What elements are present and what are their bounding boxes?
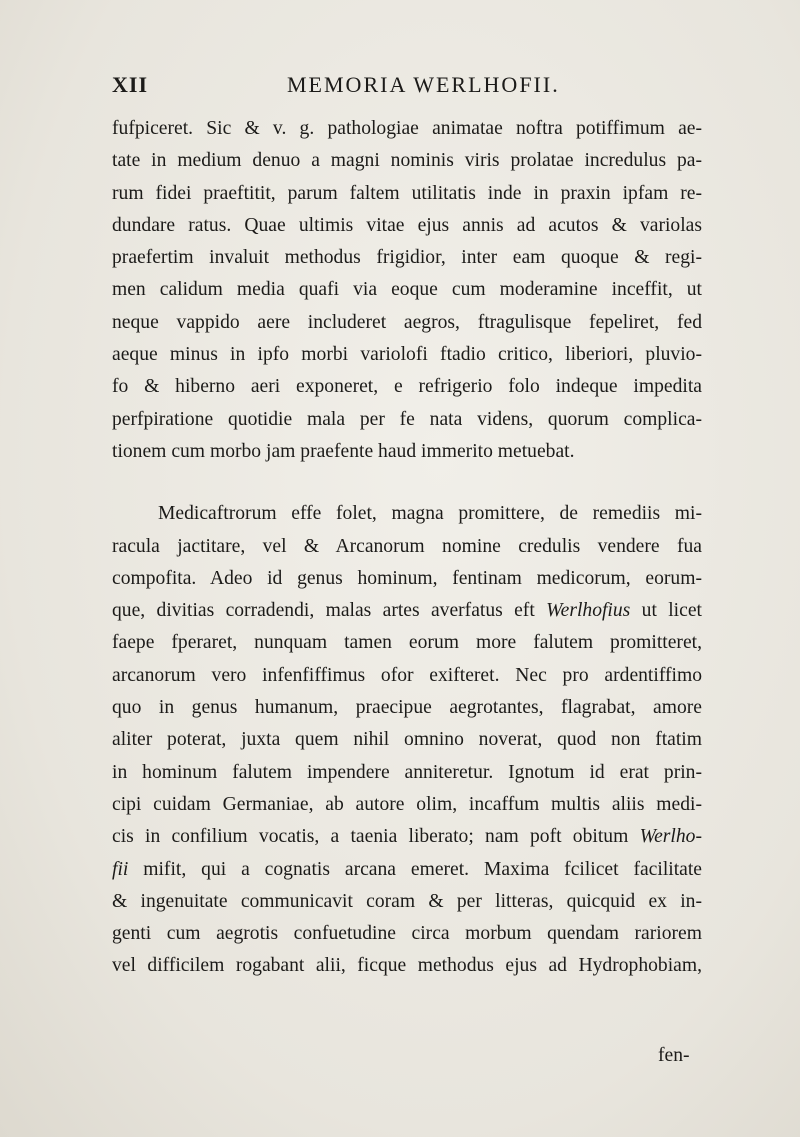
catchword: fen- [658,1045,690,1066]
text-line: quo in genus humanum, praecipue aegrotantes, flagrabat, amore [112,697,702,719]
paragraph-2 [112,498,702,982]
text-line: faepe fperaret, nunquam tamen eorum more falutem promitteret, [112,632,702,654]
text-line [112,854,702,886]
text-line: racula jactitare, vel & Arcanorum nomine credulis vendere fua [112,535,702,557]
text-segment: que, divitias corradendi, malas artes averfatus eft [112,600,535,622]
text-line: fo & hiberno aeri exponeret, e refrigerio folo indeque impedita [112,376,702,398]
text-line: neque vappido aere includeret aegros, ftragulisque fepeliret, fed [112,311,702,333]
body-text [112,113,702,983]
text-line [112,595,702,627]
page-header [112,72,672,102]
text-line: aliter poterat, juxta quem nihil omnino noverat, quod non ftatim [112,729,702,751]
text-line: men calidum media quafi via eoque cum moderamine inceffit, ut [112,279,702,301]
text-line: aeque minus in ipfo morbi variolofi ftadio critico, liberiori, pluvio- [112,344,702,366]
text-segment: mifit, qui a cognatis arcana emeret. Maxima fcilicet facilitate [143,858,702,880]
text-line: Medicaftrorum effe folet, magna promittere, de remediis mi- [158,503,702,525]
text-segment: cis in confilium vocatis, a taenia liberato; nam poft obitum [112,826,629,848]
text-line: rum fidei praeftitit, parum faltem utilitatis inde in praxin ipfam re- [112,182,702,204]
text-line: compofita. Adeo id genus hominum, fentinam medicorum, eorum- [112,567,702,589]
running-title: MEMORIA WERLHOFII. [287,72,560,97]
text-line: dundare ratus. Quae ultimis vitae ejus annis ad acutos & variolas [112,214,702,236]
text-line: in hominum falutem impendere anniteretur. Ignotum id erat prin- [112,761,702,783]
text-line: fufpiceret. Sic & v. g. pathologiae animatae noftra potiffimum ae- [112,118,702,139]
text-line: & ingenuitate communicavit coram & per litteras, quicquid ex in- [112,890,702,912]
text-line: cipi cuidam Germaniae, ab autore olim, incaffum multis aliis medi- [112,793,702,815]
paragraph-gap [112,468,702,498]
text-line: vel difficilem rogabant alii, ficque methodus ejus ad Hydrophobiam, [112,955,702,977]
paragraph-1 [112,113,702,468]
text-line: praefertim invaluit methodus frigidior, inter eam quoque & regi- [112,247,702,269]
author-name-italic: fii [112,858,129,880]
author-name-italic: Werlhofius [546,600,631,622]
page-number: XII [112,72,149,97]
text-segment: ut licet [641,600,702,622]
text-line: tate in medium denuo a magni nominis viris prolatae incredulus pa- [112,150,702,172]
text-line: tionem cum morbo jam praefente haud immerito metuebat. [112,440,575,462]
text-line: genti cum aegrotis confuetudine circa morbum quendam rariorem [112,923,702,945]
author-name-italic: Werlho- [639,826,702,848]
text-line: arcanorum vero infenfiffimus ofor exifteret. Nec pro ardentiffimo [112,664,702,686]
text-line: perfpiratione quotidie mala per fe nata videns, quorum complica- [112,408,702,430]
text-line [112,821,702,853]
